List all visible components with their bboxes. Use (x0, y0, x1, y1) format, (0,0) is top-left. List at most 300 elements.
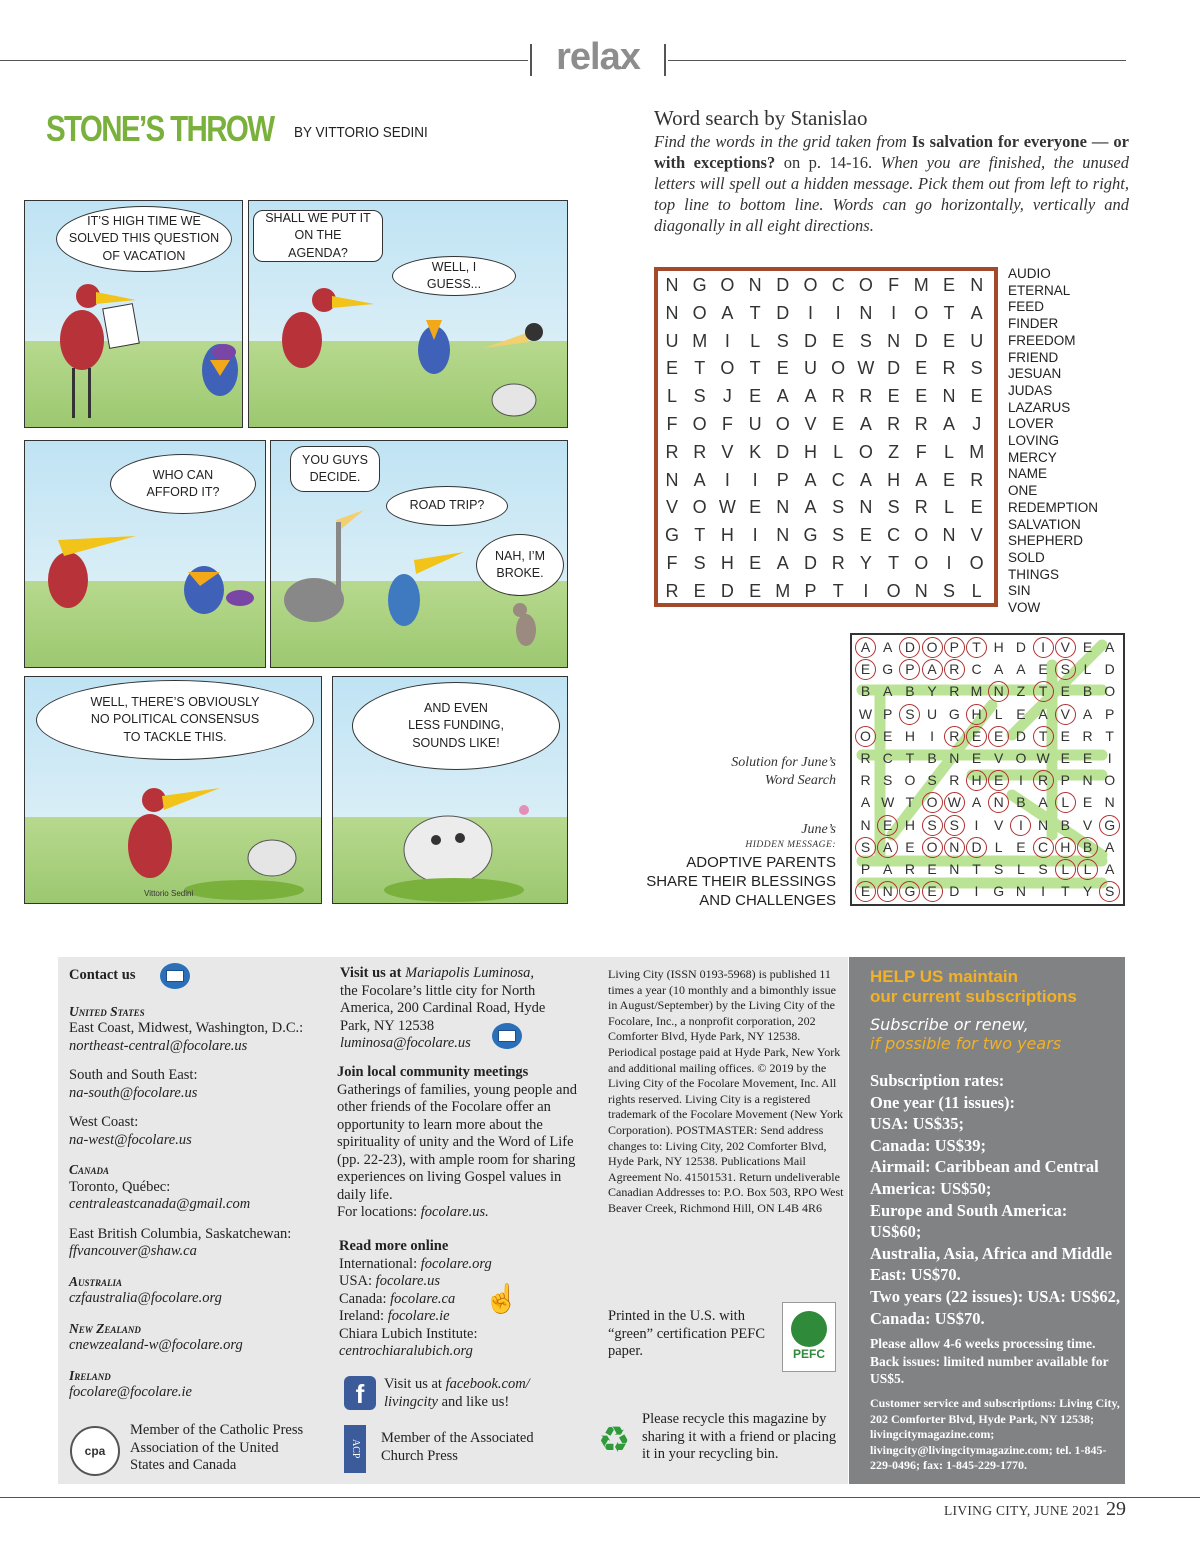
grid-letter: R (859, 386, 873, 407)
grid-letter: S (942, 580, 955, 601)
email-icon (492, 1023, 522, 1049)
ca-west-email[interactable]: ffvancouver@shaw.ca (69, 1243, 197, 1259)
visit-place: Mariapolis Luminosa, (405, 965, 535, 981)
speech-bubble-3: WELL, I GUESS... (392, 256, 516, 296)
speech-bubble-2: SHALL WE PUT IT ON THE AGENDA? (253, 210, 383, 262)
us-west-label: West Coast: (69, 1114, 139, 1130)
grid-letter: O (692, 414, 707, 434)
grid-letter: A (942, 414, 955, 434)
grid-letter: S (887, 497, 900, 518)
word-list-item: VOW (1008, 600, 1041, 616)
solution-letter: A (1038, 794, 1048, 811)
visit-column (340, 965, 585, 1053)
solution-letter: H (904, 816, 915, 833)
grid-letter: J (972, 414, 982, 434)
grid-letter: N (776, 525, 790, 546)
ireland-email[interactable]: focolare@focolare.ie (69, 1384, 192, 1400)
solution-letter: D (1015, 639, 1026, 655)
word-list-item: ONE (1008, 483, 1038, 499)
grid-letter: O (914, 525, 929, 546)
rate-line: Subscription rates: (870, 1071, 1005, 1090)
grid-letter: R (970, 469, 984, 490)
grid-letter: I (724, 330, 730, 351)
grid-letter: R (914, 497, 928, 518)
word-list-item: FRIEND (1008, 349, 1059, 365)
solution-letter: A (1016, 661, 1026, 678)
solution-letter: A (971, 794, 982, 811)
solution-letter: C (882, 750, 893, 766)
grid-letter: E (832, 330, 845, 351)
grid-letter: F (888, 275, 900, 295)
read-link[interactable]: centrochiaralubich.org (339, 1343, 473, 1359)
grid-letter: O (803, 275, 818, 295)
grid-letter: C (887, 525, 901, 546)
grid-letter: D (804, 553, 817, 573)
speech-bubble-1: IT’S HIGH TIME WE SOLVED THIS QUESTION OF VACATION (56, 206, 232, 272)
grid-letter: E (915, 386, 928, 407)
grid-letter: E (665, 358, 678, 379)
grid-letter: V (721, 441, 734, 462)
solution-letter: E (1082, 639, 1093, 655)
solution-letter: L (994, 705, 1003, 722)
solution-letter: E (855, 881, 876, 902)
grid-letter: J (722, 386, 732, 407)
facebook-tail: and like us! (437, 1393, 510, 1410)
grid-letter: E (915, 358, 928, 379)
speech-bubble-8: WELL, THERE’S OBVIOUSLY NO POLITICAL CONSENSUS TO TACKLE THIS. (36, 680, 314, 760)
solution-letter: T (1061, 883, 1070, 900)
grid-letter: N (859, 302, 873, 323)
grid-letter: V (804, 414, 817, 434)
meetings-locations-link[interactable]: focolare.us. (420, 1204, 489, 1220)
grid-letter: D (804, 330, 817, 351)
email-icon (160, 963, 190, 989)
cpa-logo-icon: cpa (70, 1426, 120, 1476)
grid-letter: N (665, 469, 679, 490)
grid-letter: E (693, 580, 706, 601)
solution-letter: A (883, 861, 893, 877)
canada-label: Canada (69, 1162, 110, 1177)
solution-letter: P (1060, 772, 1070, 789)
solution-letter: E (1082, 794, 1093, 811)
solution-letter: N (1104, 794, 1115, 811)
solution-letter: B (1016, 794, 1026, 811)
solution-letter: S (1038, 861, 1048, 877)
grid-letter: E (749, 553, 762, 573)
grid-letter: T (943, 302, 955, 323)
solution-letter: T (966, 637, 987, 658)
solution-letter: I (1010, 815, 1031, 836)
grid-letter: U (748, 414, 762, 434)
header-rule-right (668, 60, 1126, 61)
grid-letter: A (804, 497, 817, 518)
solution-letter: L (1016, 861, 1025, 877)
grid-letter: O (858, 441, 873, 462)
solution-letter: E (922, 881, 943, 902)
us-west-email[interactable]: na-west@focolare.us (69, 1131, 192, 1148)
grid-letter: C (831, 469, 845, 490)
word-list-item: SIN (1008, 583, 1031, 599)
grid-letter: O (969, 553, 984, 573)
read-label: International: (339, 1255, 421, 1272)
contact-column (69, 967, 334, 1402)
contact-heading: Contact us (69, 967, 136, 983)
grid-letter: F (666, 414, 678, 434)
page-number: 29 (1106, 1498, 1126, 1520)
grid-letter: D (776, 275, 790, 295)
grid-letter: F (666, 553, 678, 573)
hidden-message-label: HIDDEN MESSAGE: (745, 840, 836, 850)
word-list-item: FINDER (1008, 316, 1059, 332)
grid-letter: S (832, 497, 845, 518)
facebook-icon[interactable]: f (344, 1376, 376, 1410)
solution-letter: N (944, 837, 965, 858)
solution-letter: I (974, 816, 979, 833)
solution-letter: R (1033, 770, 1054, 791)
rate-line: Canada: US$39; (870, 1135, 986, 1155)
solution-letter: T (1033, 681, 1054, 702)
solution-letter: E (883, 727, 893, 744)
solution-letter: A (883, 639, 893, 655)
grid-letter: U (665, 330, 679, 351)
grid-letter: T (694, 525, 706, 546)
grid-letter: G (803, 525, 818, 546)
rate-line: One year (11 issues): (870, 1092, 1015, 1112)
solution-letter: Z (1016, 683, 1026, 700)
word-list-item: SOLD (1008, 549, 1045, 565)
solution-letter: N (988, 681, 1009, 702)
solution-letter: O (922, 792, 943, 813)
facebook-link[interactable]: facebook.com/ livingcity (384, 1376, 530, 1410)
solution-letter: E (855, 659, 876, 680)
solution-letter: T (1105, 727, 1114, 744)
solution-letter: M (970, 683, 983, 700)
read-link[interactable]: focolare.ca (390, 1290, 456, 1307)
comic-title: STONE’S THROW (46, 108, 274, 149)
grid-letter: N (970, 275, 984, 295)
solution-letter: G (882, 661, 894, 678)
solution-letter: E (1016, 838, 1026, 855)
solution-letter: O (904, 772, 916, 789)
grid-letter: H (887, 469, 901, 490)
publication-info: Living City (ISSN 0193-5968) is published 11 times a year (10 monthly and a bimonthly issue in August/September) by the Living City of the Focolare, Inc., a nonprofit corporation, 202 Comforter Blvd, Hyde Park, NY 12538. Periodical postage paid at Hyde Park, New York and additional mailing offices. © 2019 by the Living City of the Focolare Movement, Inc. All rights reserved. Living City is a registered trademark of the Focolare Movement (New York Corporation). POSTMASTER: Send address changes to: Living City, 202 Comforter Blvd, Hyde Park, NY 12538. Publications Mail Agreement No. 41501531. Return undeliverable Canadian Addresses to: P.O. Box 503, RPO West Beaver Creek, Richmond Hill, ON L4B 4R6 (608, 967, 844, 1215)
grid-letter: P (804, 580, 817, 601)
word-list-item: MERCY (1008, 449, 1057, 465)
solution-letter: H (904, 727, 915, 744)
solution-letter: B (1082, 683, 1093, 700)
grid-letter: A (970, 302, 983, 323)
grid-letter: A (804, 469, 817, 490)
grid-letter: M (775, 580, 791, 601)
subscription-note: Please allow 4-6 weeks processing time. Back issues: limited number available for US$5. (870, 1336, 1109, 1386)
new-zealand-label: New Zealand (69, 1320, 141, 1336)
new-zealand-email[interactable]: cnewzealand-w@focolare.org (69, 1337, 243, 1353)
solution-letter: N (1082, 772, 1093, 789)
solution-letter: O (922, 837, 943, 858)
read-link[interactable]: focolare.us (375, 1273, 440, 1289)
grid-letter: T (832, 580, 844, 601)
solution-letter: N (949, 861, 960, 877)
grid-letter: M (913, 275, 929, 295)
intro-part-c: When you are finished, the unused letters will spell out a hidden message. Pick them out from left to right, top line to bottom line. Words can go horizontally, vertically and diagonally in all eight directions. (654, 153, 1129, 235)
grid-letter: A (693, 469, 706, 490)
grid-letter: R (914, 414, 928, 434)
australia-email[interactable]: czfaustralia@focolare.org (69, 1290, 222, 1306)
header-tick-right (664, 44, 666, 76)
grid-letter: E (749, 580, 762, 601)
grid-letter: N (887, 330, 901, 351)
section-title: relax (556, 36, 640, 78)
grid-letter: Y (859, 553, 872, 573)
word-list-item: THINGS (1008, 566, 1060, 582)
grid-letter: H (720, 553, 734, 573)
rate-line: Two years (22 issues): USA: US$62, Canada: US$70. (870, 1286, 1120, 1328)
footer-rule (0, 1497, 1200, 1498)
solution-letter: A (1105, 639, 1115, 655)
solution-letter: V (994, 816, 1004, 833)
solution-letter: C (971, 661, 982, 678)
subscription-subheading-2: if possible for two years (870, 1034, 1062, 1053)
grid-letter: U (804, 358, 817, 379)
solution-letter: N (860, 816, 871, 833)
grid-letter: A (859, 469, 872, 490)
subscription-heading-2: our current subscriptions (870, 987, 1077, 1006)
grid-letter: D (720, 580, 734, 601)
intro-part-a: Find the words in the grid taken from (654, 132, 912, 151)
solution-letter: A (883, 683, 893, 700)
word-list-item: REDEMPTION (1008, 499, 1099, 515)
solution-letter: R (1082, 727, 1093, 744)
solution-letter: S (994, 861, 1004, 877)
solution-letter: S (944, 815, 965, 836)
meetings-text: Gatherings of families, young people and other friends of the Focolare offer an opportunity to learn more about the spirituality of unity and the Word of Life (pp. 22-23), with ample room for sharing experiences on living Gospel values in daily life. (337, 1081, 577, 1203)
solution-letter: B (1060, 816, 1070, 833)
wordsearch-word-list (1008, 266, 1098, 617)
solution-letter: N (949, 750, 960, 766)
grid-letter: A (776, 553, 789, 573)
solution-letter: S (899, 704, 920, 725)
solution-letter: W (881, 794, 895, 811)
subscription-rates (870, 1070, 1120, 1329)
word-list-item: JUDAS (1008, 382, 1053, 398)
grid-letter: N (665, 302, 679, 323)
grid-letter: N (859, 497, 873, 518)
solution-letter: R (860, 750, 871, 766)
speech-bubble-9: AND EVEN LESS FUNDING, SOUNDS LIKE! (352, 682, 560, 770)
customer-service: Customer service and subscriptions: Living City, 202 Comforter Blvd, Hyde Park, NY 12538; livingcitymagazine.com; livingcity@livingcitymagazine.com; tel. 1-845-229-0496; fax: 1-845-229-1770. (870, 1396, 1120, 1472)
solution-letter: D (949, 883, 960, 900)
solution-letter: P (860, 861, 871, 877)
solution-letter: H (993, 639, 1004, 655)
read-more-heading: Read more online (339, 1238, 449, 1254)
solution-letter: E (1016, 705, 1026, 722)
solution-letter: V (1055, 637, 1076, 658)
grid-letter: I (752, 469, 758, 490)
rate-line: Australia, Asia, Africa and Middle East: US$70. (870, 1243, 1113, 1285)
grid-letter: L (971, 580, 982, 601)
solution-letter: G (993, 883, 1005, 900)
grid-letter: O (720, 275, 735, 295)
ca-west-label: East British Columbia, Saskatchewan: (69, 1225, 292, 1242)
solution-letter: A (1082, 705, 1093, 722)
solution-letter: A (922, 659, 943, 680)
solution-letter: W (858, 705, 873, 722)
ca-east-email[interactable]: centraleastcanada@gmail.com (69, 1196, 251, 1212)
solution-letter: E (877, 815, 898, 836)
grid-letter: D (776, 441, 790, 462)
wordsearch-intro (654, 131, 1129, 236)
solution-letter: H (1055, 837, 1076, 858)
grid-letter: H (804, 441, 817, 462)
hidden-message-line: SHARE THEIR BLESSINGS (646, 873, 836, 890)
speech-bubble-6: ROAD TRIP? (386, 486, 508, 526)
solution-letter: C (1033, 837, 1054, 858)
solution-letter: G (1099, 815, 1120, 836)
grid-letter: F (915, 441, 927, 462)
grid-letter: O (914, 553, 929, 573)
solution-letter: I (974, 883, 979, 900)
grid-letter: N (665, 275, 679, 295)
solution-letter: O (922, 637, 943, 658)
word-list-item: SHEPHERD (1008, 533, 1084, 549)
grid-letter: A (915, 469, 928, 490)
solution-letter: D (1104, 661, 1115, 678)
grid-letter: R (887, 414, 901, 434)
solution-letter: O (855, 726, 876, 747)
grid-letter: S (970, 358, 983, 379)
grid-letter: I (891, 302, 897, 323)
solution-letter: R (860, 772, 871, 789)
wordsearch-grid (654, 267, 998, 607)
ca-east-label: Toronto, Québec: (69, 1178, 171, 1195)
solution-letter: B (1077, 837, 1098, 858)
solution-letter: A (1038, 705, 1048, 722)
subscription-subheading (870, 1015, 1061, 1053)
solution-letter: W (1036, 750, 1050, 766)
header-tick-left (530, 44, 532, 76)
read-label: Canada: (339, 1290, 391, 1307)
hidden-message-line: ADOPTIVE PARENTS (686, 854, 836, 871)
word-list-item: FREEDOM (1008, 332, 1076, 348)
grid-letter: R (693, 441, 707, 462)
rate-line: Airmail: Caribbean and Central America: US$50; (870, 1157, 1099, 1198)
solution-letter: L (1055, 859, 1076, 880)
grid-letter: H (720, 525, 734, 546)
cpa-membership: Member of the Catholic Press Association of the United States and Canada (130, 1422, 304, 1473)
grid-letter: E (749, 386, 762, 407)
solution-letter: I (1041, 883, 1046, 900)
grid-letter: E (749, 497, 762, 518)
comic-signature: Vittorio Sedini (144, 889, 194, 898)
solution-letter: E (1060, 683, 1070, 700)
grid-letter: N (748, 275, 762, 295)
grid-letter: S (859, 330, 872, 351)
grid-letter: T (694, 358, 706, 379)
grid-letter: L (833, 441, 844, 462)
solution-letter: R (949, 772, 960, 789)
solution-letter: I (1033, 637, 1054, 658)
pefc-label: PEFC (792, 1347, 825, 1361)
grid-letter: L (943, 441, 954, 462)
intro-part-b: on p. 14-16. (775, 153, 881, 172)
printed-note: Printed in the U.S. with “green” certification PEFC paper. (608, 1308, 766, 1359)
luminosa-email[interactable]: luminosa@focolare.us (340, 1035, 471, 1051)
solution-letter: I (1018, 772, 1023, 789)
hidden-message (610, 853, 836, 910)
solution-letter: L (1077, 859, 1098, 880)
solution-letter: O (1015, 750, 1027, 766)
word-list-item: FEED (1008, 299, 1045, 315)
solution-letter: D (1015, 727, 1026, 744)
grid-letter: R (665, 441, 679, 462)
grid-letter: G (692, 275, 707, 295)
grid-letter: S (693, 386, 706, 407)
solution-letter: R (904, 861, 915, 877)
grid-letter: A (804, 386, 817, 407)
us-south-email[interactable]: na-south@focolare.us (69, 1084, 198, 1101)
rate-line: USA: US$35; (870, 1114, 964, 1134)
read-link[interactable]: focolare.org (420, 1255, 492, 1272)
acp-membership: Member of the Associated Church Press (381, 1430, 534, 1464)
solution-letter: A (1105, 861, 1115, 877)
grid-letter: M (692, 330, 708, 351)
read-more-block (339, 1238, 579, 1361)
solution-letter: G (948, 705, 960, 722)
word-list-item: LOVER (1008, 416, 1054, 432)
read-link[interactable]: focolare.ie (387, 1308, 450, 1324)
grid-letter: K (749, 441, 762, 462)
solution-letter: V (1082, 816, 1093, 833)
solution-letter: N (1015, 883, 1026, 900)
solution-letter: B (905, 683, 915, 700)
solution-letter: V (1055, 704, 1076, 725)
grid-letter: O (914, 302, 929, 323)
solution-letter: A (1105, 838, 1115, 855)
solution-letter: S (855, 837, 876, 858)
solution-letter: I (1107, 750, 1112, 766)
header-rule-left (0, 60, 528, 61)
us-south-label: South and South East: (69, 1067, 198, 1083)
solution-letter: S (922, 815, 943, 836)
wordsearch-title: Word search by Stanislao (654, 106, 868, 130)
solution-letter: P (899, 659, 920, 680)
subscription-heading-1: HELP US maintain (870, 967, 1018, 986)
grid-letter: G (664, 525, 679, 546)
read-label: USA: (339, 1273, 376, 1289)
solution-letter: A (855, 637, 876, 658)
solution-letter: H (966, 770, 987, 791)
word-list-item: AUDIO (1008, 266, 1051, 281)
grid-letter: I (863, 580, 869, 601)
grid-letter: E (942, 330, 955, 351)
solution-letter: E (971, 750, 982, 766)
solution-letter: I (930, 727, 935, 744)
grid-letter: R (831, 553, 845, 573)
grid-letter: V (665, 497, 678, 518)
grid-letter: I (807, 302, 813, 323)
grid-letter: O (692, 497, 707, 518)
word-list-item: ETERNAL (1008, 282, 1071, 298)
us-east-label: East Coast, Midwest, Washington, D.C.: (69, 1020, 304, 1036)
solution-letter: R (944, 659, 965, 680)
us-east-email[interactable]: northeast-central@focolare.us (69, 1037, 248, 1054)
grid-letter: T (888, 553, 900, 573)
solution-letter: E (966, 726, 987, 747)
solution-letter: O (1104, 772, 1116, 789)
grid-letter: I (724, 469, 730, 490)
speech-bubble-7: NAH, I’M BROKE. (476, 534, 564, 596)
meetings-locations-label: For locations: (337, 1204, 421, 1220)
